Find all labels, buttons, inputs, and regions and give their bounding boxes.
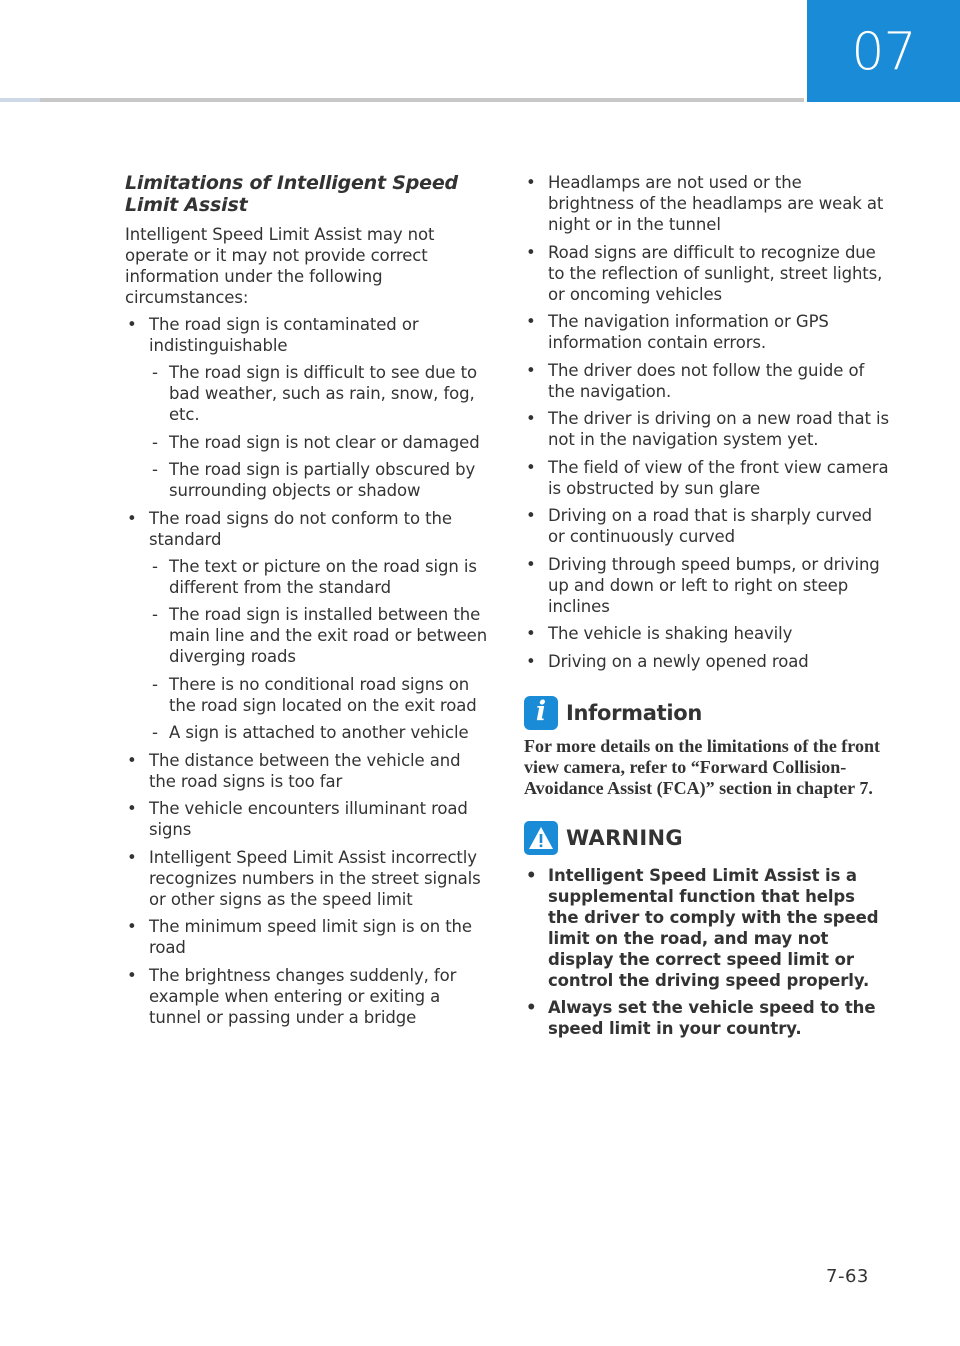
bullet-icon: • [127,799,137,818]
bullet-icon: • [127,917,137,936]
section-intro: Intelligent Speed Limit Assist may not operate or it may not provide correct information under the following circumstances: [125,225,435,307]
bullet-icon: • [526,554,536,574]
dash-icon: - [152,556,158,576]
list-item [125,750,490,792]
bullet-icon: • [526,651,536,671]
list-item-text: Driving through speed bumps, or driving up and down or left to right on steep inclines [548,554,880,616]
bullet-icon: • [526,312,536,331]
bullet-icon: • [526,457,536,477]
list-item [524,172,890,235]
list-item-text: Intelligent Speed Limit Assist is a supplemental function that helps the driver to comply with the speed limit on the road, and may not display the correct speed limit or control the driving speed properly. [548,865,879,990]
information-header [524,696,890,730]
bullet-icon: • [127,508,137,528]
list-item [524,311,890,353]
list-item [524,360,890,402]
sub-list-item-text: The text or picture on the road sign is different from the standard [169,556,477,597]
bullet-icon: • [526,242,536,262]
list-item-text: Always set the vehicle speed to the speed limit in your country. [548,998,876,1038]
bullet-icon: • [127,847,137,867]
sub-list-item [149,674,490,716]
page-number: 7-63 [826,1266,869,1287]
warning-item [524,865,890,991]
list-item [125,314,490,501]
bullet-icon: • [526,865,537,885]
left-column [125,172,490,1034]
list-item-text: The road sign is contaminated or indistinguishable [149,315,419,355]
list-item-text: Road signs are difficult to recognize due to the reflection of sunlight, street lights, or oncoming vehicles [548,242,883,304]
bullet-icon: • [127,315,137,334]
sub-list-item [149,362,490,425]
list-item [524,623,890,644]
information-text: For more details on the limitations of the front view camera, refer to “Forward Collision-Avoidance Assist (FCA)” section in chapter 7. [524,735,880,798]
dash-icon: - [152,432,158,452]
sub-list-item-text: The road sign is not clear or damaged [169,432,480,452]
dash-icon: - [152,363,158,382]
warning-header [524,821,890,855]
list-item [125,508,490,744]
list-item [524,505,890,547]
dash-icon: - [152,460,158,479]
sub-list-item-text: The road sign is partially obscured by surrounding objects or shadow [169,460,476,500]
bullet-icon: • [526,173,536,192]
list-item-text: The brightness changes suddenly, for example when entering or exiting a tunnel or passing under a bridge [149,965,457,1027]
list-item [125,965,490,1028]
dash-icon: - [152,674,158,694]
warning-title: WARNING [566,825,683,850]
list-item [125,847,490,910]
bullet-icon: • [127,750,137,770]
list-item [125,798,490,840]
list-item [524,651,890,672]
list-item [524,408,890,450]
sub-list-item-text: A sign is attached to another vehicle [169,723,469,742]
list-item-text: The driver does not follow the guide of the navigation. [548,360,865,401]
dash-icon: - [152,723,158,742]
list-item-text: The vehicle is shaking heavily [548,624,793,643]
list-item [524,242,890,305]
list-item-text: The field of view of the front view camera is obstructed by sun glare [548,457,889,498]
limitations-list [125,314,490,1028]
dash-icon: - [152,605,158,624]
warning-list [524,865,890,1040]
sub-list-item [149,459,490,501]
list-item [125,916,490,958]
bullet-icon: • [526,409,536,428]
bullet-icon: • [526,624,536,643]
list-item-text: The minimum speed limit sign is on the road [149,917,472,957]
list-item-text: Driving on a newly opened road [548,651,809,671]
warning-item [524,997,890,1039]
sub-list-item [149,556,490,598]
sub-list-item-text: The road sign is difficult to see due to bad weather, such as rain, snow, fog, etc. [169,363,477,424]
sub-list-item [149,432,490,453]
bullet-icon: • [526,998,537,1017]
header-rule [0,98,804,102]
bullet-icon: • [526,360,536,380]
chapter-tab: 07 [807,0,960,102]
list-item-text: The road signs do not conform to the standard [149,508,452,549]
sub-list-item-text: The road sign is installed between the main line and the exit road or between diverging roads [169,605,488,666]
header-rule-accent [0,98,40,102]
sub-list [149,362,490,501]
list-item-text: Headlamps are not used or the brightness of the headlamps are weak at night or in the tunnel [548,173,884,234]
list-item-text: The vehicle encounters illuminant road signs [149,799,468,839]
information-title: Information [566,700,703,725]
list-item [524,457,890,499]
warning-triangle-icon [524,821,558,855]
info-icon: i [524,696,558,730]
sub-list-item [149,604,490,667]
sub-list-item-text: There is no conditional road signs on the road sign located on the exit road [169,674,477,715]
list-item-text: Intelligent Speed Limit Assist incorrectly recognizes numbers in the street signals or other signs as the speed limit [149,847,481,909]
section-title: Limitations of Intelligent Speed Limit Assist [125,172,458,216]
bullet-icon: • [127,965,137,985]
sub-list-item [149,722,490,743]
right-column [524,172,890,1046]
list-item-text: The driver is driving on a new road that is not in the navigation system yet. [548,409,889,449]
list-item-text: Driving on a road that is sharply curved or continuously curved [548,506,872,546]
list-item-text: The navigation information or GPS information contain errors. [548,312,829,352]
list-item [524,554,890,617]
sub-list [149,556,490,744]
limitations-list-continued [524,172,890,672]
bullet-icon: • [526,506,536,525]
list-item-text: The distance between the vehicle and the road signs is too far [149,750,461,791]
